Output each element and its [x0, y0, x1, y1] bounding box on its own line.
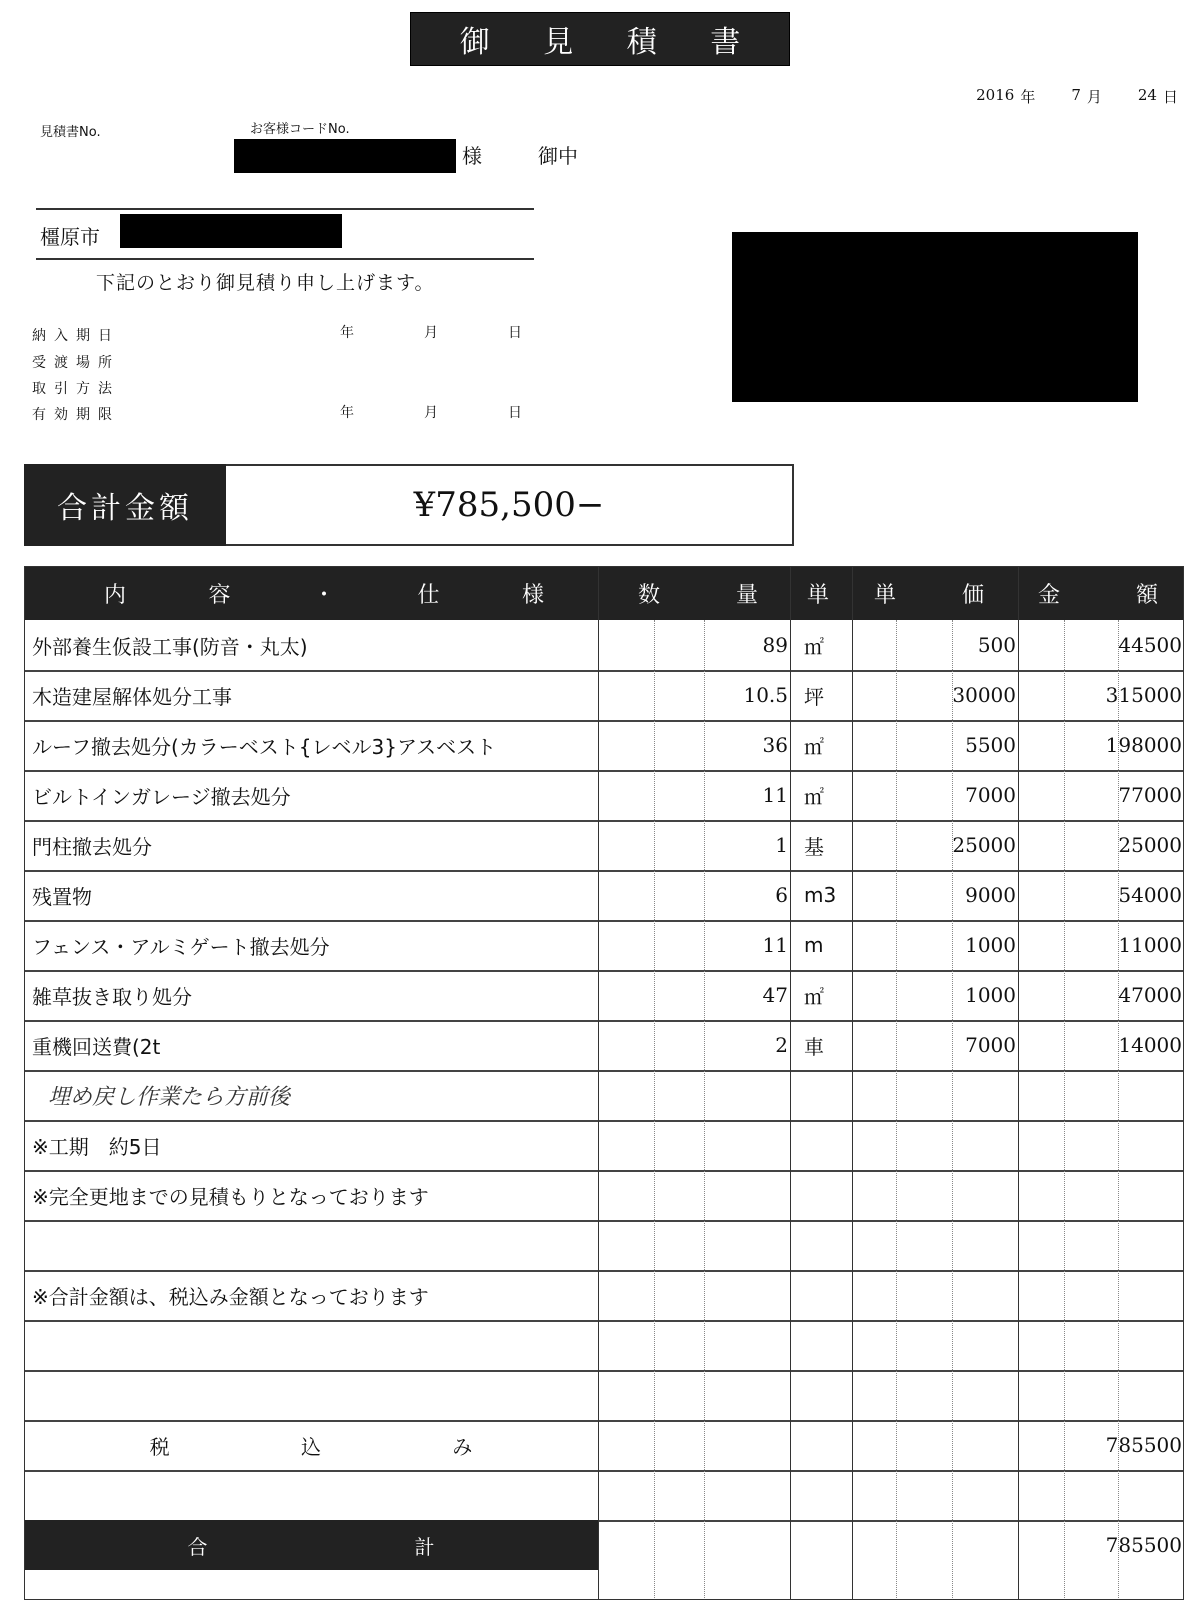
date-year-unit: 年: [1020, 88, 1036, 106]
title-char: 見: [543, 25, 574, 60]
item-description: 門柱撤去処分: [32, 834, 152, 859]
item-description: 外部養生仮設工事(防音・丸太): [32, 634, 308, 659]
date-year: 2016: [976, 86, 1015, 104]
item-unit: ㎡: [804, 984, 824, 1009]
divider: [36, 208, 534, 210]
handwritten-note: 埋め戻し作業たら方前後: [48, 1084, 291, 1110]
title-char: 書: [710, 25, 741, 60]
item-quantity: 11: [762, 933, 788, 957]
item-unit: m3: [804, 883, 837, 907]
city-label: 橿原市: [40, 225, 100, 249]
item-quantity: 11: [762, 783, 788, 807]
title-char: 御: [459, 25, 490, 60]
header-price: 単 価: [874, 582, 984, 608]
term-delivery-date: 納入期日: [32, 328, 120, 344]
date-month-unit: 月: [1086, 88, 1102, 106]
table-border: [24, 566, 1184, 1600]
title-char: 積: [626, 25, 657, 60]
item-unit: 基: [804, 834, 824, 859]
note-text: ※工期 約5日: [32, 1134, 162, 1159]
term-payment-method: 取引方法: [32, 381, 120, 397]
item-unit-price: 7000: [965, 1033, 1016, 1057]
date-day: 24: [1137, 86, 1157, 104]
item-amount: 47000: [1118, 983, 1182, 1007]
honorific: 様: [462, 144, 482, 168]
ymd-month: 月: [424, 405, 438, 421]
header-amount: 金 額: [1038, 582, 1158, 608]
ymd-year: 年: [340, 325, 354, 341]
note-text: ※合計金額は、税込み金額となっております: [32, 1284, 429, 1309]
header-desc: 内 容 ・ 仕 様: [104, 582, 544, 608]
tax-label-char: み: [452, 1434, 473, 1459]
ymd-day: 日: [508, 325, 522, 341]
item-unit: m: [804, 933, 824, 957]
item-amount: 14000: [1118, 1033, 1182, 1057]
item-unit: ㎡: [804, 734, 824, 759]
item-unit-price: 500: [977, 633, 1016, 657]
sum-amount: 785500: [1105, 1533, 1182, 1557]
estimate-table: [24, 566, 1184, 1600]
issue-date: [976, 86, 1178, 107]
onchu-label: 御中: [538, 144, 578, 168]
item-quantity: 1: [775, 833, 788, 857]
item-unit: 坪: [804, 684, 824, 709]
item-unit: ㎡: [804, 784, 824, 809]
item-amount: 44500: [1118, 633, 1182, 657]
redacted-customer-name: [234, 139, 456, 173]
greeting-text: 下記のとおり御見積り申し上げます。: [96, 272, 435, 294]
item-amount: 77000: [1118, 783, 1182, 807]
sum-label-char: 計: [414, 1534, 435, 1559]
header-qty: 数 量: [638, 582, 758, 608]
item-description: 残置物: [32, 884, 92, 909]
total-amount: ¥785,500−: [226, 464, 794, 546]
item-unit-price: 9000: [965, 883, 1016, 907]
divider: [36, 258, 534, 260]
redacted-company-info: [732, 232, 1138, 402]
item-unit-price: 5500: [965, 733, 1016, 757]
redacted-address: [120, 214, 342, 248]
sum-label-char: 合: [187, 1534, 208, 1559]
term-delivery-place: 受渡場所: [32, 355, 120, 371]
item-description: ビルトインガレージ撤去処分: [32, 784, 291, 809]
ymd-month: 月: [424, 325, 438, 341]
estimate-no-label: 見積書No.: [40, 125, 101, 140]
item-description: ルーフ撤去処分(カラーベスト{レベル3}アスベスト: [32, 734, 497, 759]
item-unit-price: 30000: [952, 683, 1016, 707]
date-day-unit: 日: [1162, 88, 1178, 106]
tax-label-char: 税: [149, 1434, 170, 1459]
item-description: フェンス・アルミゲート撤去処分: [32, 934, 330, 959]
customer-code-label: お客様コードNo.: [250, 122, 350, 137]
item-quantity: 2: [775, 1033, 788, 1057]
item-unit-price: 25000: [952, 833, 1016, 857]
note-text: ※完全更地までの見積もりとなっております: [32, 1184, 429, 1209]
item-quantity: 89: [762, 633, 788, 657]
item-unit-price: 7000: [965, 783, 1016, 807]
item-unit-price: 1000: [965, 983, 1016, 1007]
item-quantity: 36: [762, 733, 788, 757]
item-quantity: 10.5: [743, 683, 788, 707]
header-unit: 単: [807, 582, 830, 608]
item-description: 重機回送費(2t: [32, 1034, 161, 1059]
total-label: 合計金額: [24, 464, 226, 546]
tax-included-amount: 785500: [1105, 1433, 1182, 1457]
item-quantity: 47: [762, 983, 788, 1007]
item-amount: 315000: [1105, 683, 1182, 707]
item-description: 雑草抜き取り処分: [32, 984, 192, 1009]
tax-label-char: 込: [300, 1434, 321, 1459]
item-amount: 54000: [1118, 883, 1182, 907]
document-title: [410, 12, 790, 66]
term-validity: 有効期限: [32, 407, 120, 423]
date-month: 7: [1071, 86, 1081, 104]
ymd-year: 年: [340, 405, 354, 421]
item-description: 木造建屋解体処分工事: [32, 684, 232, 709]
ymd-day: 日: [508, 405, 522, 421]
item-unit-price: 1000: [965, 933, 1016, 957]
item-unit: 車: [804, 1034, 824, 1059]
item-amount: 25000: [1118, 833, 1182, 857]
item-unit: ㎡: [804, 634, 824, 659]
item-amount: 198000: [1105, 733, 1182, 757]
item-amount: 11000: [1118, 933, 1182, 957]
item-quantity: 6: [775, 883, 788, 907]
